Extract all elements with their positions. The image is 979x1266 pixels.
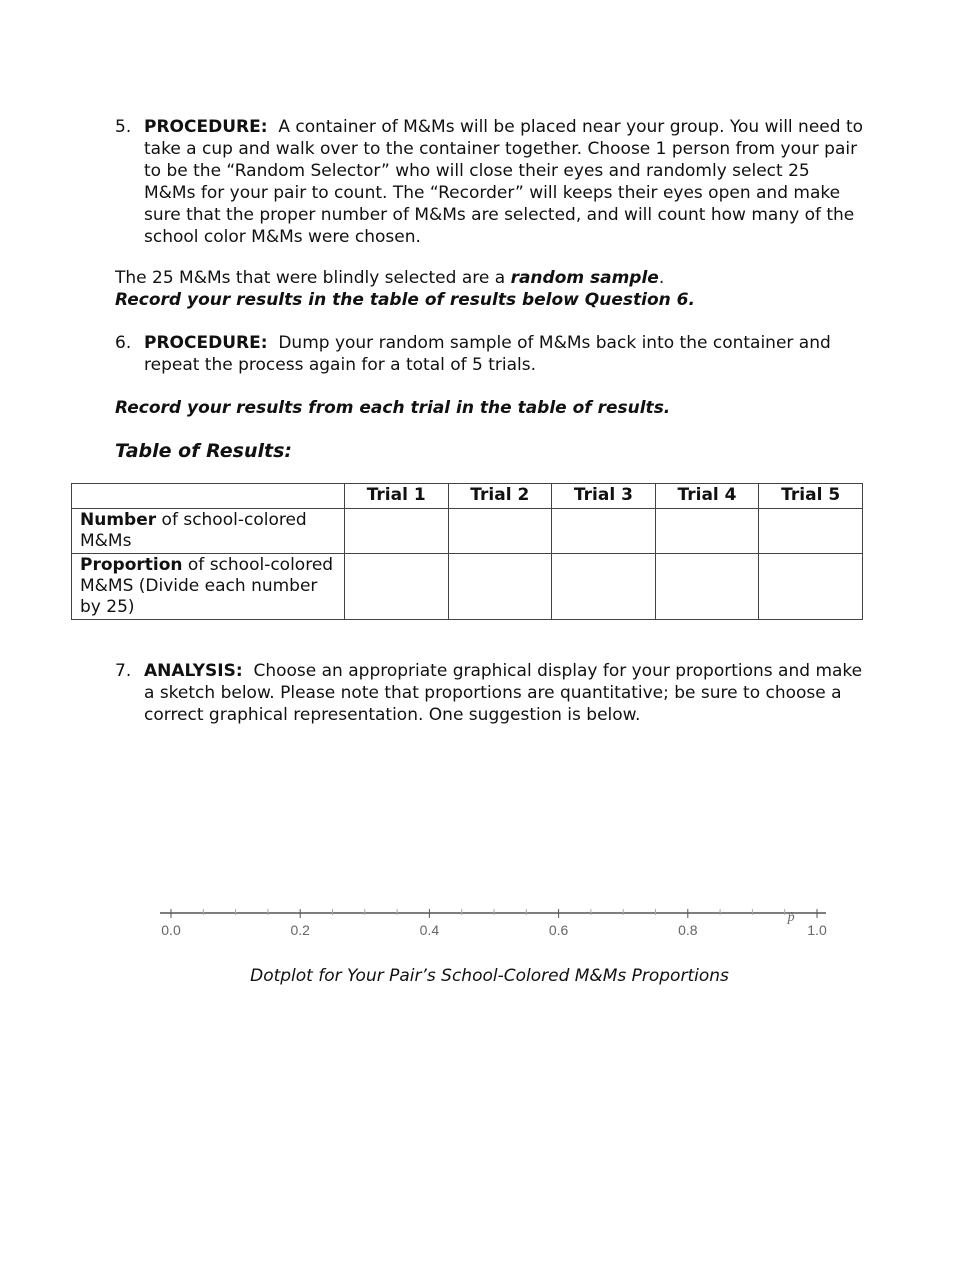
record-instruction: Record your results in the table of results below Question 6. bbox=[115, 290, 695, 310]
row-label bbox=[72, 509, 345, 554]
procedure-text: Dump your random sample of M&Ms back into the container and repeat the process again for a total of 5 trials. bbox=[144, 333, 831, 375]
question-number: 6. bbox=[115, 333, 132, 353]
question-number: 7. bbox=[115, 661, 132, 681]
dotplot-caption: Dotplot for Your Pair’s School-Colored M&Ms Proportions bbox=[250, 966, 729, 986]
proportion-trial-4-cell[interactable] bbox=[655, 554, 759, 620]
question-5 bbox=[115, 116, 865, 248]
proportion-trial-3-cell[interactable] bbox=[552, 554, 656, 620]
note-emphasis: random sample bbox=[510, 268, 659, 288]
row-label bbox=[72, 554, 345, 620]
procedure-label: PROCEDURE: bbox=[144, 117, 268, 137]
analysis-text: Choose an appropriate graphical display for your proportions and make a sketch below. Please note that proportions are quantitative; be sure to choose a correct graphical representation. One suggestion is below. bbox=[144, 661, 863, 725]
table-heading: Table of Results: bbox=[115, 440, 292, 462]
proportion-trial-5-cell[interactable] bbox=[759, 554, 863, 620]
question-6 bbox=[115, 332, 865, 376]
number-trial-2-cell[interactable] bbox=[448, 509, 552, 554]
proportion-trial-1-cell[interactable] bbox=[344, 554, 448, 620]
row-label-rest: of school-colored M&MS (Divide each number by 25) bbox=[80, 555, 334, 617]
axis-label: p̂ bbox=[787, 910, 795, 925]
procedure-text: A container of M&Ms will be placed near your group. You will need to take a cup and walk over to the container together. Choose 1 person from your pair to be the “Random Selector” who will close their eyes and randomly select 25 M&Ms for your pair to count. The “Recorder” will keeps their eyes open and make sure that the proper number of M&Ms are selected, and will count how many of the school color M&Ms were chosen. bbox=[144, 117, 864, 247]
table-header-row bbox=[72, 484, 863, 509]
question-body bbox=[144, 332, 865, 376]
header-trial-2: Trial 2 bbox=[448, 484, 552, 509]
record-each-trial-note: Record your results from each trial in the table of results. bbox=[115, 398, 671, 418]
question-body bbox=[144, 660, 865, 726]
dotplot-axis bbox=[150, 895, 840, 950]
row-label-rest: of school-colored M&Ms bbox=[80, 510, 307, 551]
number-trial-3-cell[interactable] bbox=[552, 509, 656, 554]
tick-label: 0.8 bbox=[678, 922, 698, 938]
row-label-bold: Number bbox=[80, 510, 157, 530]
question-7 bbox=[115, 660, 865, 726]
header-trial-4: Trial 4 bbox=[655, 484, 759, 509]
proportion-trial-2-cell[interactable] bbox=[448, 554, 552, 620]
analysis-label: ANALYSIS: bbox=[144, 661, 243, 681]
tick-label: 0.0 bbox=[161, 922, 181, 938]
question-number: 5. bbox=[115, 117, 132, 137]
tick-label: 0.6 bbox=[548, 922, 569, 938]
results-table bbox=[71, 483, 863, 620]
header-blank bbox=[72, 484, 345, 509]
tick-label: 1.0 bbox=[807, 922, 827, 938]
table-row-proportion bbox=[72, 554, 863, 620]
number-trial-1-cell[interactable] bbox=[344, 509, 448, 554]
header-trial-3: Trial 3 bbox=[552, 484, 656, 509]
tick-label: 0.2 bbox=[290, 922, 310, 938]
number-trial-4-cell[interactable] bbox=[655, 509, 759, 554]
note-period: . bbox=[658, 268, 665, 288]
table-row-number bbox=[72, 509, 863, 554]
tick-label: 0.4 bbox=[419, 922, 440, 938]
question-body bbox=[144, 116, 865, 248]
row-label-bold: Proportion bbox=[80, 555, 183, 575]
header-trial-5: Trial 5 bbox=[759, 484, 863, 509]
number-trial-5-cell[interactable] bbox=[759, 509, 863, 554]
procedure-label: PROCEDURE: bbox=[144, 333, 268, 353]
header-trial-1: Trial 1 bbox=[344, 484, 448, 509]
random-sample-note bbox=[115, 267, 865, 311]
note-text: The 25 M&Ms that were blindly selected are a bbox=[115, 268, 511, 288]
